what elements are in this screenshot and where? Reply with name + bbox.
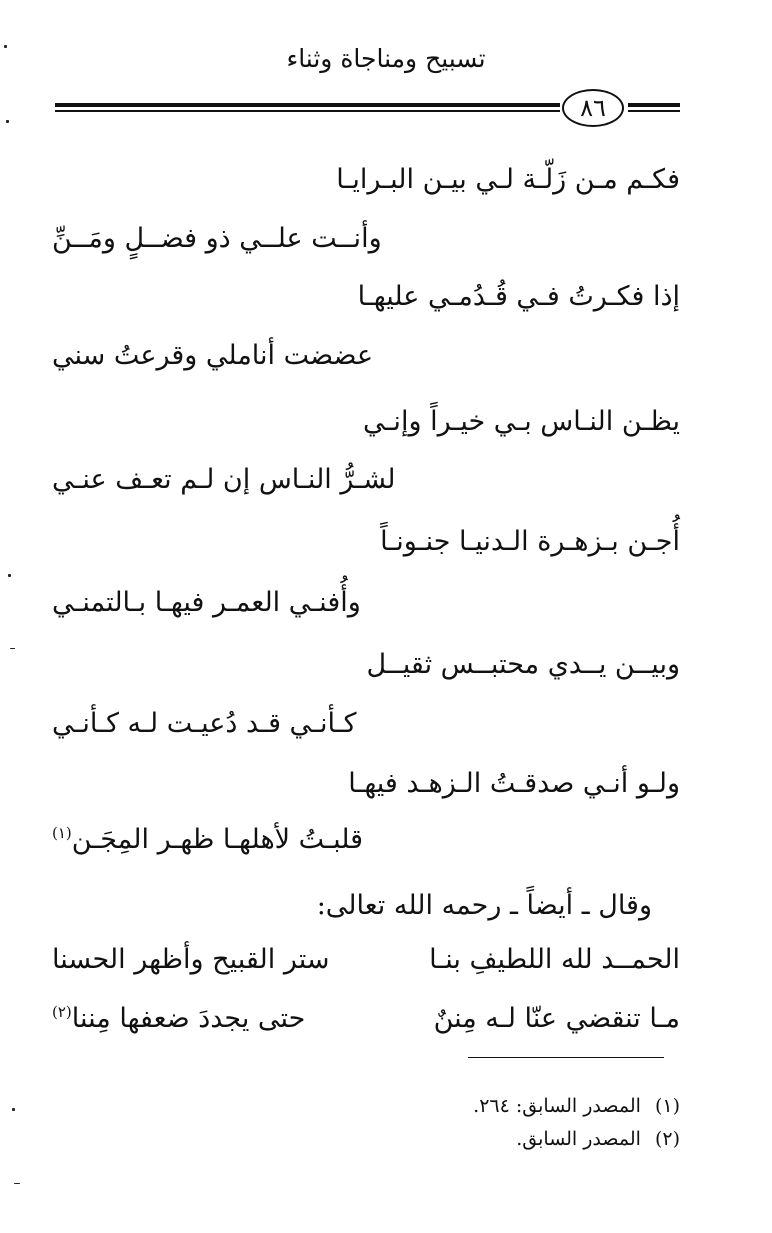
couplet-second-half: ستر القبيح وأظهر الحسنا	[52, 944, 330, 975]
footnote	[473, 1095, 680, 1117]
couplet-second-half	[52, 1005, 305, 1032]
intro-line: وقال ـ أيضاً ـ رحمه الله تعالى:	[316, 890, 652, 921]
verse-line: عضضت أناملي وقرعتُ سني	[52, 340, 374, 371]
verse-line: فكـم مـن زَلّـة لـي بيـن البـرايـا	[336, 164, 680, 195]
footnote-ref: (٢)	[52, 1003, 72, 1021]
page-number: ٨٦	[562, 89, 624, 127]
footnote-number: (١)	[654, 1095, 680, 1117]
verse-text: حتى يجددَ ضعفها مِننا	[71, 1003, 306, 1034]
scan-speck	[10, 648, 15, 649]
verse-line: يظـن النـاس بـي خيـراً وإنـي	[363, 406, 680, 437]
verse-line: وأنــت علــي ذو فضــلٍ ومَــنِّ	[52, 223, 382, 254]
footnote-ref: (١)	[52, 824, 72, 842]
couplet-first-half: مـا تنقضي عنّا لـه مِننٌ	[433, 1003, 680, 1034]
footnote-divider	[468, 1057, 664, 1058]
scan-speck	[12, 1108, 15, 1111]
footnote	[516, 1128, 680, 1150]
footnote-text: المصدر السابق.	[516, 1128, 641, 1150]
couplet-first-half: الحمــد لله اللطيفِ بنـا	[429, 944, 680, 975]
scan-speck	[6, 120, 9, 123]
verse-line: وبيــن يــدي محتبــس ثقيــل	[366, 649, 680, 680]
footnote-number: (٢)	[654, 1128, 680, 1150]
header-rule	[55, 103, 560, 107]
running-title: تسبيح ومناجاة وثناء	[286, 44, 486, 73]
header-rule	[628, 103, 680, 107]
scan-speck	[14, 1183, 20, 1184]
footnote-text: المصدر السابق: ٢٦٤.	[473, 1095, 641, 1117]
verse-line: لشـرُّ النـاس إن لـم تعـف عنـي	[52, 464, 396, 495]
header-rule	[55, 110, 560, 112]
verse-line: وأُفنـي العمـر فيهـا بـالتمنـي	[52, 587, 361, 618]
verse-line: أُجـن بـزهـرة الـدنيـا جنـونـاً	[380, 526, 680, 557]
verse-line: ولـو أنـي صدقـتُ الـزهـد فيهـا	[348, 768, 680, 799]
header-rule	[628, 110, 680, 112]
verse-text: قلبـتُ لأهلهـا ظهـر المِجَـن	[71, 824, 364, 855]
verse-line: كـأنـي قـد دُعيـت لـه كـأنـي	[52, 708, 357, 739]
verse-line	[52, 826, 363, 853]
scan-speck	[8, 574, 11, 577]
scan-speck	[4, 45, 7, 48]
verse-line: إذا فكـرتُ فـي قُـدُمـي عليهـا	[357, 281, 680, 312]
